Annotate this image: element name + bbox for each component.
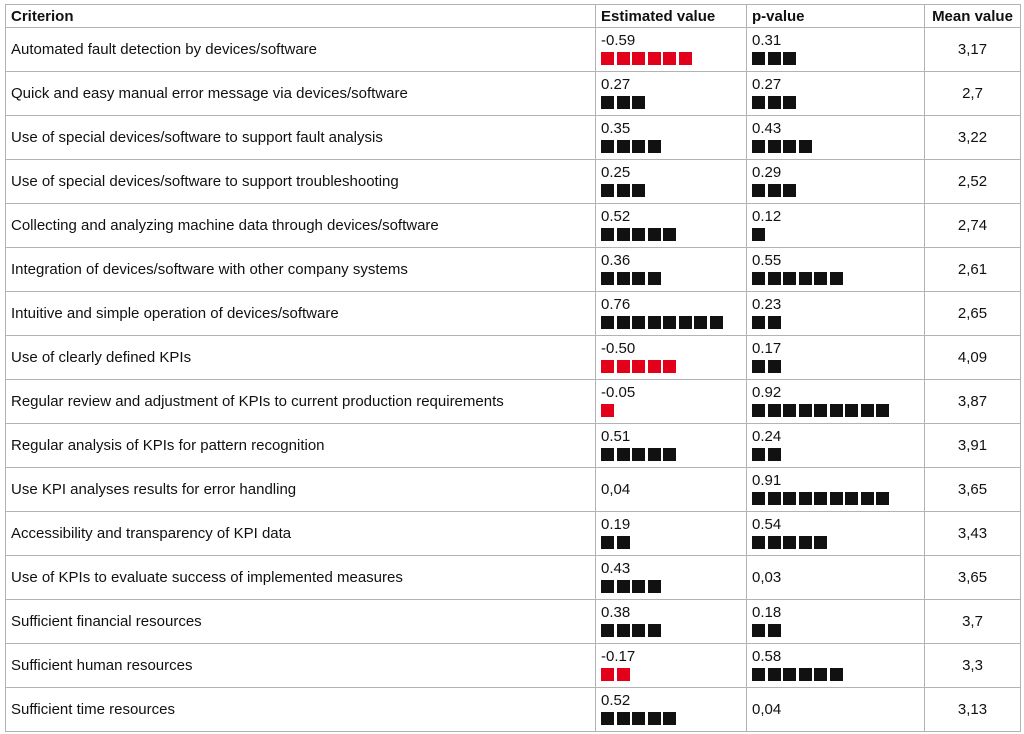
table-row (6, 204, 1021, 248)
estimated-value-bar-square (617, 668, 630, 681)
p-value-bar-square (752, 492, 765, 505)
estimated-value-bar-indicator (601, 712, 746, 727)
mean-value-cell: 3,43 (925, 512, 1021, 556)
p-value-bar-square (752, 624, 765, 637)
p-value-bar-square (768, 184, 781, 197)
estimated-value-cell (596, 424, 747, 468)
criterion-cell: Quick and easy manual error message via devices/software (6, 72, 596, 116)
estimated-value-bar-indicator (601, 96, 746, 111)
mean-value-cell: 3,7 (925, 600, 1021, 644)
p-value-number: 0.29 (752, 163, 782, 181)
criterion-cell: Use of KPIs to evaluate success of implemented measures (6, 556, 596, 600)
estimated-value-bar-square (601, 228, 614, 241)
estimated-value-bar-square (632, 184, 645, 197)
estimated-value-number: 0.43 (601, 559, 631, 577)
estimated-value-cell (596, 380, 747, 424)
p-value-number: 0.23 (752, 295, 782, 313)
p-value-cell (747, 644, 925, 688)
p-value-bar-square (799, 668, 812, 681)
estimated-value-bar-square (601, 316, 614, 329)
p-value-bar-indicator (752, 668, 924, 683)
estimated-value-bar-square (663, 448, 676, 461)
table-row (6, 644, 1021, 688)
table-row (6, 116, 1021, 160)
p-value-bar-indicator (752, 492, 924, 507)
table-row (6, 688, 1021, 732)
estimated-value-cell: 0,04 (596, 468, 747, 512)
p-value-bar-square (752, 228, 765, 241)
estimated-value-bar-square (663, 712, 676, 725)
estimated-value-cell (596, 556, 747, 600)
estimated-value-bar-square (648, 448, 661, 461)
p-value-bar-square (768, 668, 781, 681)
estimated-value-bar-indicator (601, 448, 746, 463)
p-value-cell (747, 204, 925, 248)
estimated-value-bar-indicator (601, 52, 746, 67)
estimated-value-bar-square (617, 712, 630, 725)
estimated-value-bar-square (601, 184, 614, 197)
criterion-cell: Use KPI analyses results for error handling (6, 468, 596, 512)
p-value-number: 0.92 (752, 383, 782, 401)
p-value-number: 0.55 (752, 251, 782, 269)
p-value-bar-square (752, 316, 765, 329)
p-value-bar-indicator (752, 52, 924, 67)
p-value-bar-square (876, 404, 889, 417)
estimated-value-header: Estimated value (596, 5, 747, 28)
criterion-cell: Use of special devices/software to support fault analysis (6, 116, 596, 160)
mean-value-cell: 2,61 (925, 248, 1021, 292)
estimated-value-bar-indicator (601, 668, 746, 683)
mean-value-cell: 2,7 (925, 72, 1021, 116)
estimated-value-bar-square (617, 316, 630, 329)
estimated-value-bar-square (632, 140, 645, 153)
estimated-value-bar-indicator (601, 580, 746, 595)
p-value-bar-square (845, 492, 858, 505)
p-value-bar-square (768, 536, 781, 549)
estimated-value-bar-square (617, 360, 630, 373)
p-value-bar-square (814, 536, 827, 549)
estimated-value-bar-square (601, 536, 614, 549)
estimated-value-bar-square (601, 140, 614, 153)
estimated-value-bar-square (632, 52, 645, 65)
mean-value-header: Mean value (925, 5, 1021, 28)
estimated-value-bar-square (632, 272, 645, 285)
estimated-value-bar-square (617, 96, 630, 109)
p-value-bar-indicator (752, 448, 924, 463)
estimated-value-cell (596, 644, 747, 688)
p-value-bar-square (752, 536, 765, 549)
p-value-bar-square (768, 624, 781, 637)
table-row (6, 248, 1021, 292)
p-value-bar-square (876, 492, 889, 505)
criterion-cell: Sufficient human resources (6, 644, 596, 688)
criterion-cell: Regular analysis of KPIs for pattern recognition (6, 424, 596, 468)
criterion-cell: Use of special devices/software to support troubleshooting (6, 160, 596, 204)
p-value-number: 0.31 (752, 31, 782, 49)
p-value-bar-square (830, 492, 843, 505)
estimated-value-bar-indicator (601, 272, 746, 287)
estimated-value-number: -0.17 (601, 647, 636, 665)
mean-value-cell: 3,65 (925, 556, 1021, 600)
criterion-cell: Collecting and analyzing machine data through devices/software (6, 204, 596, 248)
estimated-value-number: 0.38 (601, 603, 631, 621)
p-value-bar-square (783, 184, 796, 197)
estimated-value-number: 0.51 (601, 427, 631, 445)
p-value-bar-square (752, 448, 765, 461)
estimated-value-bar-square (617, 228, 630, 241)
mean-value-cell: 3,22 (925, 116, 1021, 160)
estimated-value-bar-square (617, 52, 630, 65)
estimated-value-number: 0.19 (601, 515, 631, 533)
criterion-header: Criterion (6, 5, 596, 28)
estimated-value-number: 0.27 (601, 75, 631, 93)
table-row (6, 292, 1021, 336)
header-row (6, 5, 1021, 28)
mean-value-cell: 3,3 (925, 644, 1021, 688)
estimated-value-cell (596, 28, 747, 72)
table-row (6, 380, 1021, 424)
p-value-bar-square (768, 140, 781, 153)
p-value-bar-square (830, 668, 843, 681)
p-value-number: 0.54 (752, 515, 782, 533)
mean-value-cell: 2,65 (925, 292, 1021, 336)
p-value-bar-square (768, 360, 781, 373)
estimated-value-bar-square (601, 52, 614, 65)
table-row (6, 468, 1021, 512)
p-value-cell (747, 116, 925, 160)
p-value-cell (747, 160, 925, 204)
p-value-cell (747, 28, 925, 72)
results-table (5, 4, 1021, 732)
estimated-value-bar-square (632, 712, 645, 725)
estimated-value-bar-square (601, 404, 614, 417)
table-row (6, 72, 1021, 116)
estimated-value-bar-square (617, 580, 630, 593)
estimated-value-cell (596, 600, 747, 644)
estimated-value-bar-square (663, 316, 676, 329)
table-row (6, 424, 1021, 468)
estimated-value-bar-square (617, 184, 630, 197)
p-value-bar-square (783, 668, 796, 681)
estimated-value-bar-square (648, 140, 661, 153)
estimated-value-bar-square (632, 316, 645, 329)
p-value-bar-square (783, 272, 796, 285)
p-value-cell (747, 600, 925, 644)
p-value-bar-indicator (752, 624, 924, 639)
table-row (6, 556, 1021, 600)
p-value-bar-indicator (752, 272, 924, 287)
estimated-value-number: 0.25 (601, 163, 631, 181)
estimated-value-bar-square (648, 52, 661, 65)
estimated-value-number: 0.36 (601, 251, 631, 269)
p-value-bar-square (752, 668, 765, 681)
p-value-bar-square (799, 140, 812, 153)
estimated-value-bar-square (601, 96, 614, 109)
p-value-bar-square (768, 492, 781, 505)
p-value-bar-square (752, 184, 765, 197)
p-value-bar-indicator (752, 404, 924, 419)
criterion-cell: Sufficient financial resources (6, 600, 596, 644)
p-value-bar-square (783, 404, 796, 417)
p-value-bar-square (768, 316, 781, 329)
p-value-bar-square (799, 536, 812, 549)
estimated-value-bar-square (663, 228, 676, 241)
estimated-value-bar-square (601, 624, 614, 637)
p-value-number: 0.24 (752, 427, 782, 445)
p-value-bar-square (814, 272, 827, 285)
p-value-bar-square (752, 96, 765, 109)
p-value-bar-square (783, 52, 796, 65)
mean-value-cell: 3,91 (925, 424, 1021, 468)
p-value-cell (747, 512, 925, 556)
criterion-cell: Accessibility and transparency of KPI data (6, 512, 596, 556)
estimated-value-bar-square (632, 580, 645, 593)
estimated-value-cell (596, 204, 747, 248)
estimated-value-bar-square (617, 140, 630, 153)
estimated-value-bar-square (648, 360, 661, 373)
estimated-value-number: -0.59 (601, 31, 636, 49)
p-value-bar-square (830, 404, 843, 417)
estimated-value-bar-square (632, 96, 645, 109)
estimated-value-cell (596, 292, 747, 336)
p-value-bar-square (814, 404, 827, 417)
estimated-value-bar-indicator (601, 360, 746, 375)
estimated-value-cell (596, 116, 747, 160)
estimated-value-bar-square (632, 360, 645, 373)
p-value-bar-square (752, 272, 765, 285)
estimated-value-bar-square (601, 668, 614, 681)
estimated-value-number: -0.50 (601, 339, 636, 357)
estimated-value-bar-square (632, 624, 645, 637)
p-value-bar-square (830, 272, 843, 285)
p-value-bar-square (799, 492, 812, 505)
p-value-bar-square (768, 96, 781, 109)
estimated-value-bar-indicator (601, 316, 746, 331)
estimated-value-bar-square (663, 52, 676, 65)
p-value-bar-square (783, 96, 796, 109)
p-value-bar-square (768, 404, 781, 417)
estimated-value-bar-square (632, 448, 645, 461)
estimated-value-bar-square (617, 448, 630, 461)
estimated-value-bar-square (617, 624, 630, 637)
estimated-value-bar-square (632, 228, 645, 241)
mean-value-cell: 2,74 (925, 204, 1021, 248)
criterion-cell: Regular review and adjustment of KPIs to current production requirements (6, 380, 596, 424)
p-value-cell (747, 72, 925, 116)
p-value-bar-square (768, 52, 781, 65)
p-value-bar-square (752, 140, 765, 153)
p-value-number: 0.58 (752, 647, 782, 665)
p-value-cell (747, 380, 925, 424)
table-row (6, 336, 1021, 380)
estimated-value-bar-square (648, 712, 661, 725)
p-value-bar-square (814, 668, 827, 681)
p-value-bar-square (861, 404, 874, 417)
estimated-value-bar-square (694, 316, 707, 329)
p-value-bar-indicator (752, 184, 924, 199)
p-value-bar-square (861, 492, 874, 505)
estimated-value-bar-square (648, 580, 661, 593)
estimated-value-bar-square (648, 316, 661, 329)
criterion-cell: Use of clearly defined KPIs (6, 336, 596, 380)
estimated-value-bar-square (679, 52, 692, 65)
estimated-value-bar-indicator (601, 140, 746, 155)
estimated-value-cell (596, 336, 747, 380)
estimated-value-cell (596, 72, 747, 116)
estimated-value-cell (596, 512, 747, 556)
mean-value-cell: 4,09 (925, 336, 1021, 380)
table-body (6, 28, 1021, 732)
estimated-value-bar-square (601, 580, 614, 593)
estimated-value-number: 0.76 (601, 295, 631, 313)
estimated-value-number: 0.35 (601, 119, 631, 137)
p-value-number: 0.17 (752, 339, 782, 357)
p-value-cell: 0,04 (747, 688, 925, 732)
estimated-value-number: 0.52 (601, 207, 631, 225)
p-value-number: 0.18 (752, 603, 782, 621)
p-value-cell (747, 468, 925, 512)
table-row (6, 28, 1021, 72)
estimated-value-bar-square (710, 316, 723, 329)
estimated-value-bar-indicator (601, 228, 746, 243)
estimated-value-bar-square (648, 228, 661, 241)
p-value-bar-square (783, 492, 796, 505)
mean-value-cell: 3,17 (925, 28, 1021, 72)
p-value-bar-square (799, 404, 812, 417)
mean-value-cell: 2,52 (925, 160, 1021, 204)
p-value-bar-indicator (752, 140, 924, 155)
p-value-bar-indicator (752, 536, 924, 551)
p-value-cell (747, 424, 925, 468)
p-value-header: p-value (747, 5, 925, 28)
estimated-value-bar-indicator (601, 404, 746, 419)
estimated-value-bar-indicator (601, 624, 746, 639)
criterion-cell: Sufficient time resources (6, 688, 596, 732)
p-value-bar-square (768, 448, 781, 461)
p-value-bar-square (752, 360, 765, 373)
p-value-number: 0.27 (752, 75, 782, 93)
p-value-bar-square (845, 404, 858, 417)
p-value-bar-square (799, 272, 812, 285)
estimated-value-number: -0.05 (601, 383, 636, 401)
mean-value-cell: 3,87 (925, 380, 1021, 424)
estimated-value-bar-square (601, 272, 614, 285)
estimated-value-bar-square (617, 536, 630, 549)
p-value-bar-indicator (752, 96, 924, 111)
table-row (6, 600, 1021, 644)
p-value-bar-indicator (752, 360, 924, 375)
estimated-value-bar-square (601, 360, 614, 373)
criterion-cell: Integration of devices/software with other company systems (6, 248, 596, 292)
estimated-value-bar-square (617, 272, 630, 285)
p-value-cell: 0,03 (747, 556, 925, 600)
criterion-cell: Automated fault detection by devices/software (6, 28, 596, 72)
p-value-bar-square (783, 536, 796, 549)
estimated-value-bar-square (679, 316, 692, 329)
p-value-bar-square (783, 140, 796, 153)
estimated-value-bar-square (648, 272, 661, 285)
p-value-cell (747, 248, 925, 292)
p-value-bar-indicator (752, 316, 924, 331)
estimated-value-cell (596, 160, 747, 204)
estimated-value-bar-square (601, 712, 614, 725)
estimated-value-bar-square (601, 448, 614, 461)
criterion-cell: Intuitive and simple operation of devices/software (6, 292, 596, 336)
p-value-cell (747, 292, 925, 336)
p-value-number: 0.43 (752, 119, 782, 137)
estimated-value-bar-square (648, 624, 661, 637)
p-value-bar-square (814, 492, 827, 505)
estimated-value-bar-indicator (601, 184, 746, 199)
table-row (6, 512, 1021, 556)
p-value-number: 0.12 (752, 207, 782, 225)
p-value-bar-indicator (752, 228, 924, 243)
estimated-value-bar-square (663, 360, 676, 373)
mean-value-cell: 3,65 (925, 468, 1021, 512)
mean-value-cell: 3,13 (925, 688, 1021, 732)
estimated-value-number: 0.52 (601, 691, 631, 709)
p-value-bar-square (752, 404, 765, 417)
estimated-value-bar-indicator (601, 536, 746, 551)
p-value-bar-square (752, 52, 765, 65)
estimated-value-cell (596, 248, 747, 292)
p-value-number: 0.91 (752, 471, 782, 489)
p-value-cell (747, 336, 925, 380)
p-value-bar-square (768, 272, 781, 285)
table-row (6, 160, 1021, 204)
estimated-value-cell (596, 688, 747, 732)
